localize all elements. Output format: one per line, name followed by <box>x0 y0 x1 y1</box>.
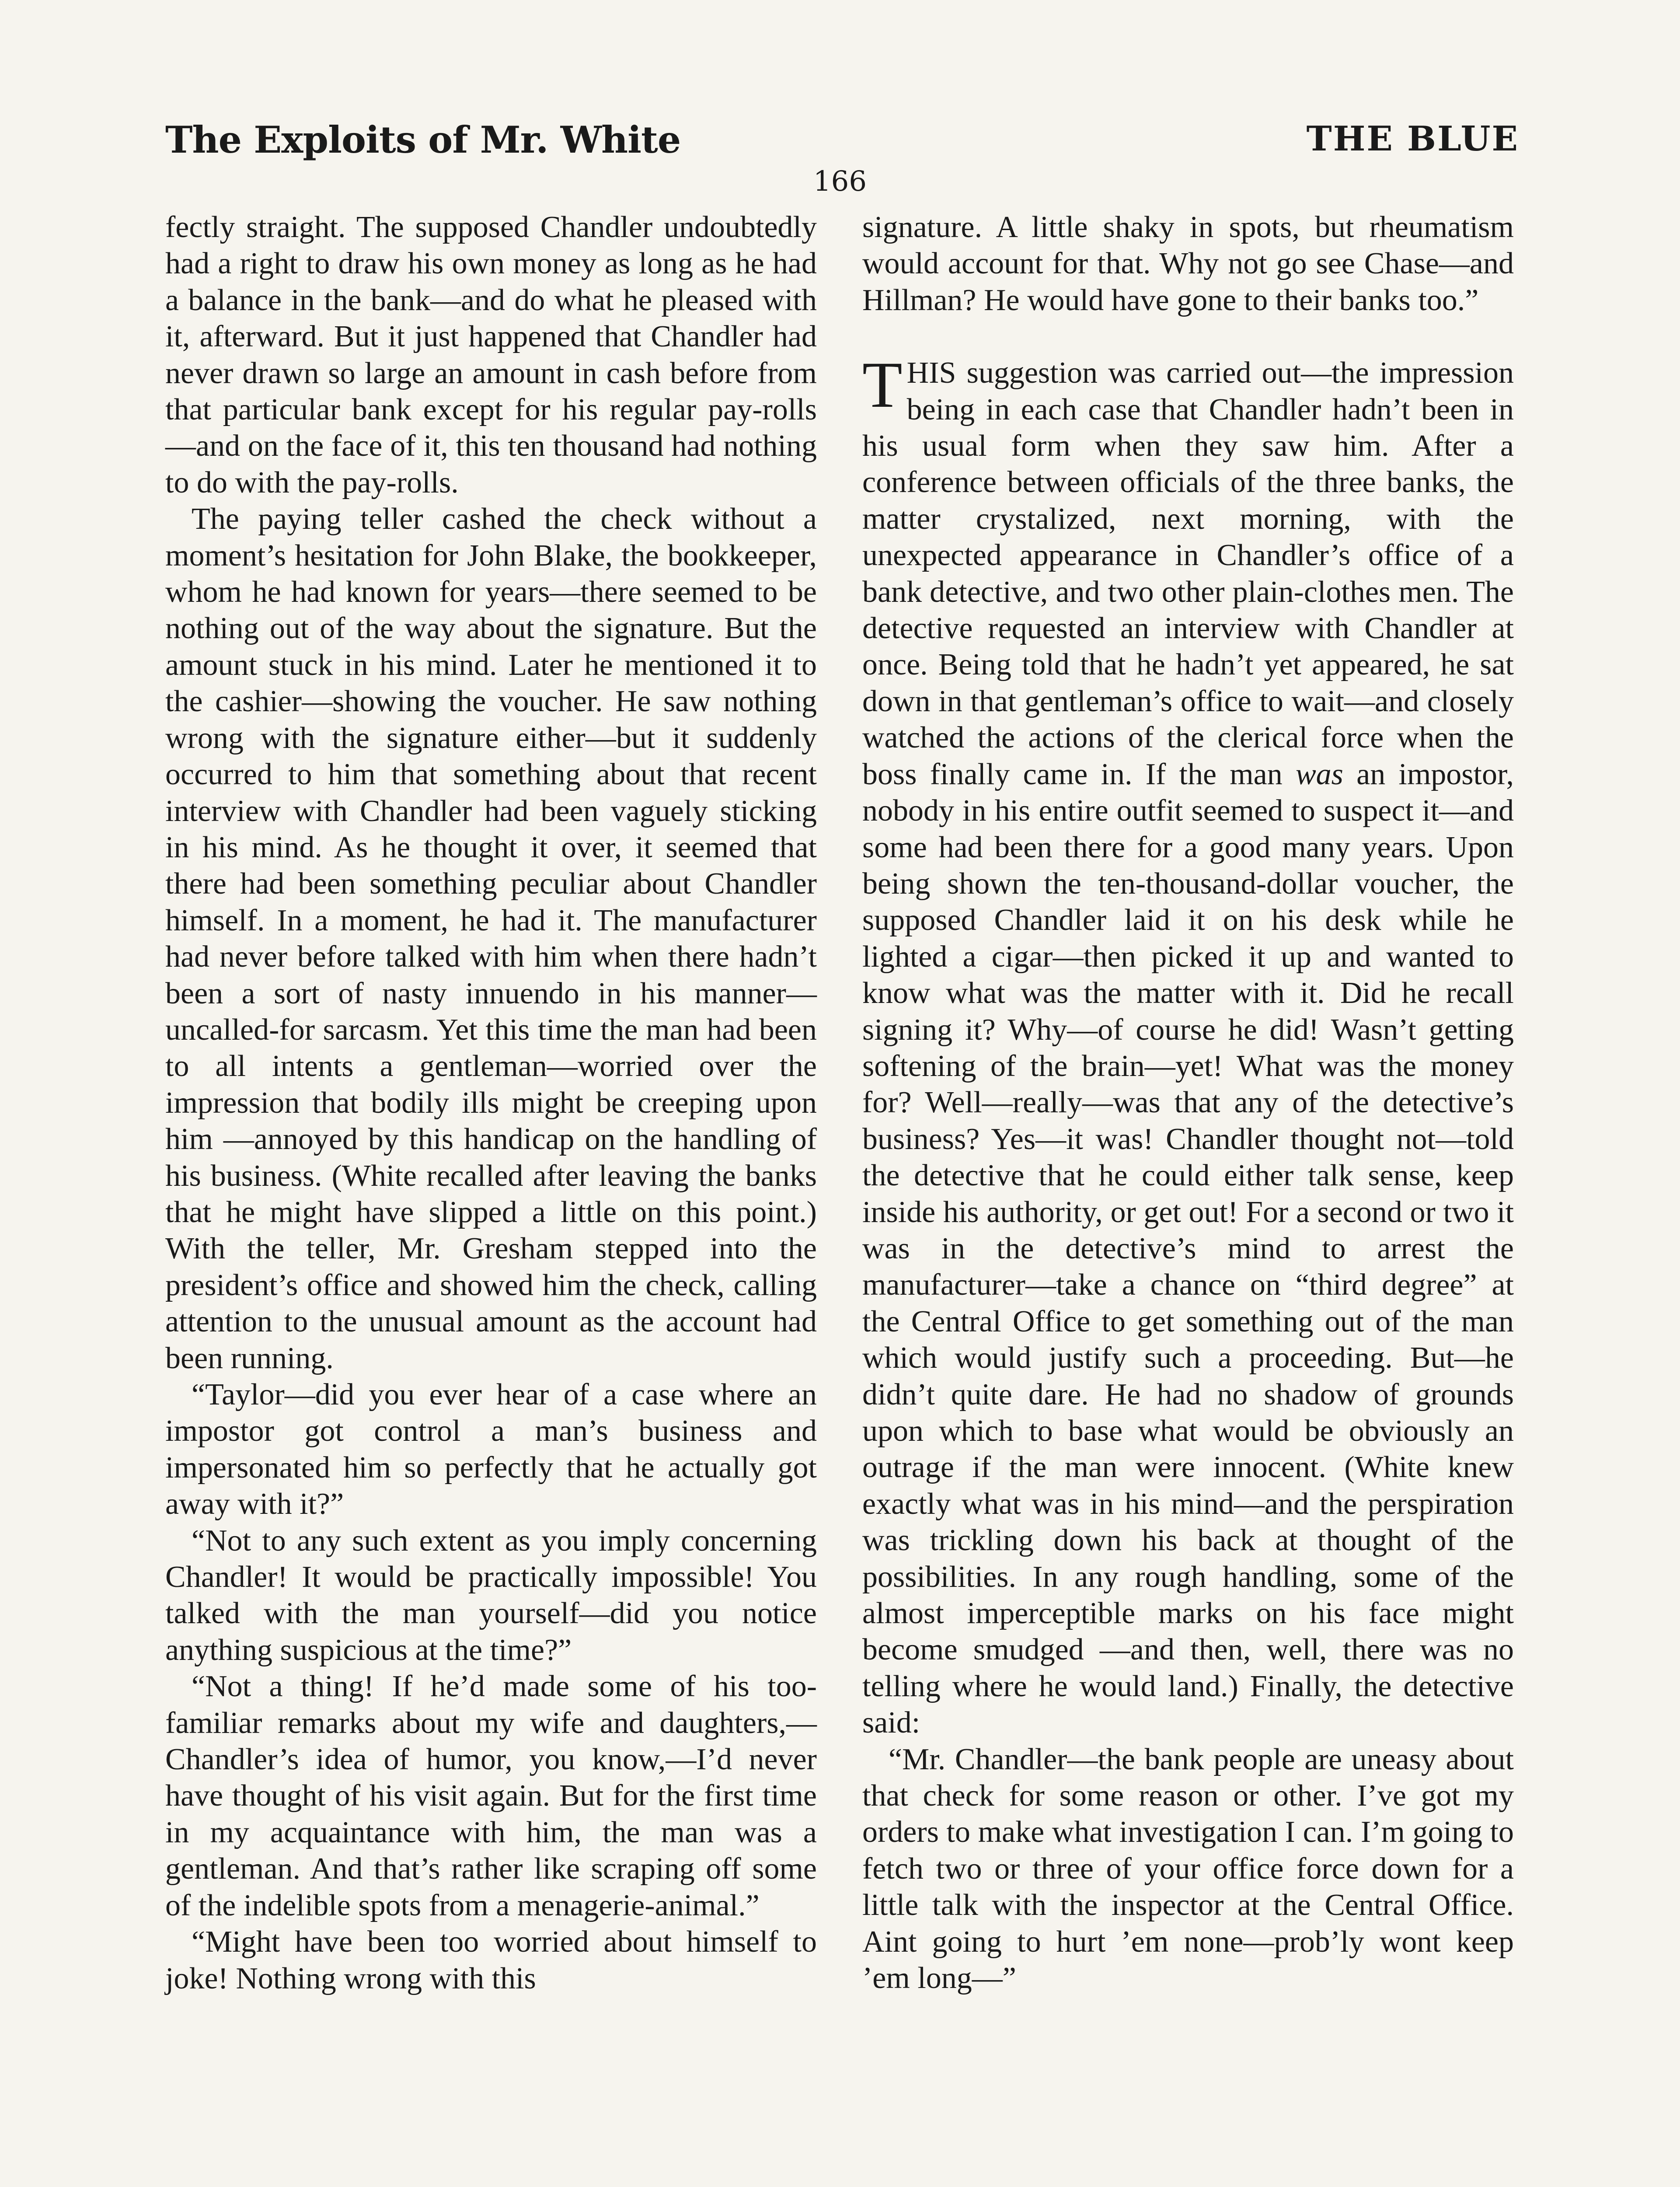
paragraph: signature. A little shaky in spots, but rheumatism would account for that. Why not go see Chase—and Hillman? He would have gone to their banks too.” <box>862 210 1514 317</box>
paragraph-text-rest: an impostor, nobody in his entire outfit seemed to suspect it—and some had been there for a good many years. Upon being shown the ten-thousand-dollar voucher, the supposed Chandler laid it on his desk while he lighted a cigar—then picked it up and wanted to know what was the matter with it. Did he recall signing it? Why—of course he did! Wasn’t getting softening of the brain—yet! What was the money for? Well—really—was that any of the detective’s business? Yes—it was! Chandler thought not—told the detective that he could either talk sense, keep inside his authority, or get out! For a second or two it was in the detective’s mind to arrest the manufacturer—take a chance on “third degree” at the Central Office to get something out of the man which would justify such a proceeding. But—he didn’t quite dare. He had no shadow of grounds upon which to base what would be obviously an outrage if the man were innocent. (White knew exactly what was in his mind—and the perspiration was trickling down his back at thought of the possibilities. In any rough handling, some of the almost imperceptible marks on his face might become smudged —and then, well, there was no telling where he would land.) Finally, the detective said: <box>862 757 1514 1740</box>
paragraph: “Not a thing! If he’d made some of his too-familiar remarks about my wife and daughters,—Chandler’s idea of humor, you know,—I’d never have thought of his visit again. But for the first time in my acquaintance with him, the man was a gentleman. And that’s rather like scraping off some of the indelible spots from a menagerie-animal.” <box>165 1670 817 1922</box>
story-title: The Exploits of Mr. White <box>165 118 681 161</box>
emphasis-word: was <box>1295 757 1343 791</box>
paragraph-text: HIS suggestion was carried out—the impression being in each case that Chandler hadn’t been in his usual form when they saw him. After a conference between officials of the three banks, the matter crystalized, next morning, with the unexpected appearance in Chandler’s office of a bank detective, and two other plain-clothes men. The detective requested an interview with Chandler at once. Being told that he hadn’t yet appeared, he sat down in that gentleman’s office to wait—and closely watched the actions of the clerical force when the boss finally came in. If the man <box>862 356 1514 791</box>
left-column <box>165 209 817 1997</box>
paragraph: “Not to any such extent as you imply concerning Chandler! It would be practically impossible! You talked with the man yourself—did you notice anything suspicious at the time?” <box>165 1523 817 1667</box>
dropcap-paragraph <box>862 349 1514 1741</box>
right-column <box>862 209 1514 1997</box>
paragraph: “Taylor—did you ever hear of a case where an impostor got control a man’s business and impersonated him so perfectly that he actually got away with it?” <box>165 1378 817 1521</box>
paragraph: The paying teller cashed the check without a moment’s hesitation for John Blake, the bookkeeper, whom he had known for years—there seemed to be nothing out of the way about the signature. But the amount stuck in his mind. Later he mentioned it to the cashier—showing the voucher. He saw nothing wrong with the signature either—but it suddenly occurred to him that something about that recent interview with Chandler had been vaguely sticking in his mind. As he thought it over, it seemed that there had been something peculiar about Chandler himself. In a moment, he had it. The manufacturer had never before talked with him when there hadn’t been a sort of nasty innuendo in his manner—uncalled-for sarcasm. Yet this time the man had been to all intents a gentleman—worried over the impression that bodily ills might be creeping upon him —annoyed by this handicap on the handling of his business. (White recalled after leaving the banks that he might have slipped a little on this point.) With the teller, Mr. Gresham stepped into the president’s office and showed him the check, calling attention to the unusual amount as the account had been running. <box>165 502 817 1375</box>
page-number: 166 <box>813 165 867 198</box>
paragraph: “Might have been too worried about himself to joke! Nothing wrong with this <box>165 1925 817 1995</box>
drop-cap: T <box>862 349 903 422</box>
paragraph: fectly straight. The supposed Chandler undoubtedly had a right to draw his own money as long as he had a balance in the bank—and do what he pleased with it, afterward. But it just happened that Chandler had never drawn so large an amount in cash before from that particular bank except for his regular pay-rolls—and on the face of it, this ten thousand had nothing to do with the pay-rolls. <box>165 210 817 500</box>
paragraph: “Mr. Chandler—the bank people are uneasy about that check for some reason or other. I’ve got my orders to make what investigation I can. I’m going to fetch two or three of your office force down for a little talk with the inspector at the Central Office. Aint going to hurt ’em none—prob’ly wont keep ’em long—” <box>862 1742 1514 1995</box>
magazine-name: THE BLUE <box>1306 119 1519 159</box>
